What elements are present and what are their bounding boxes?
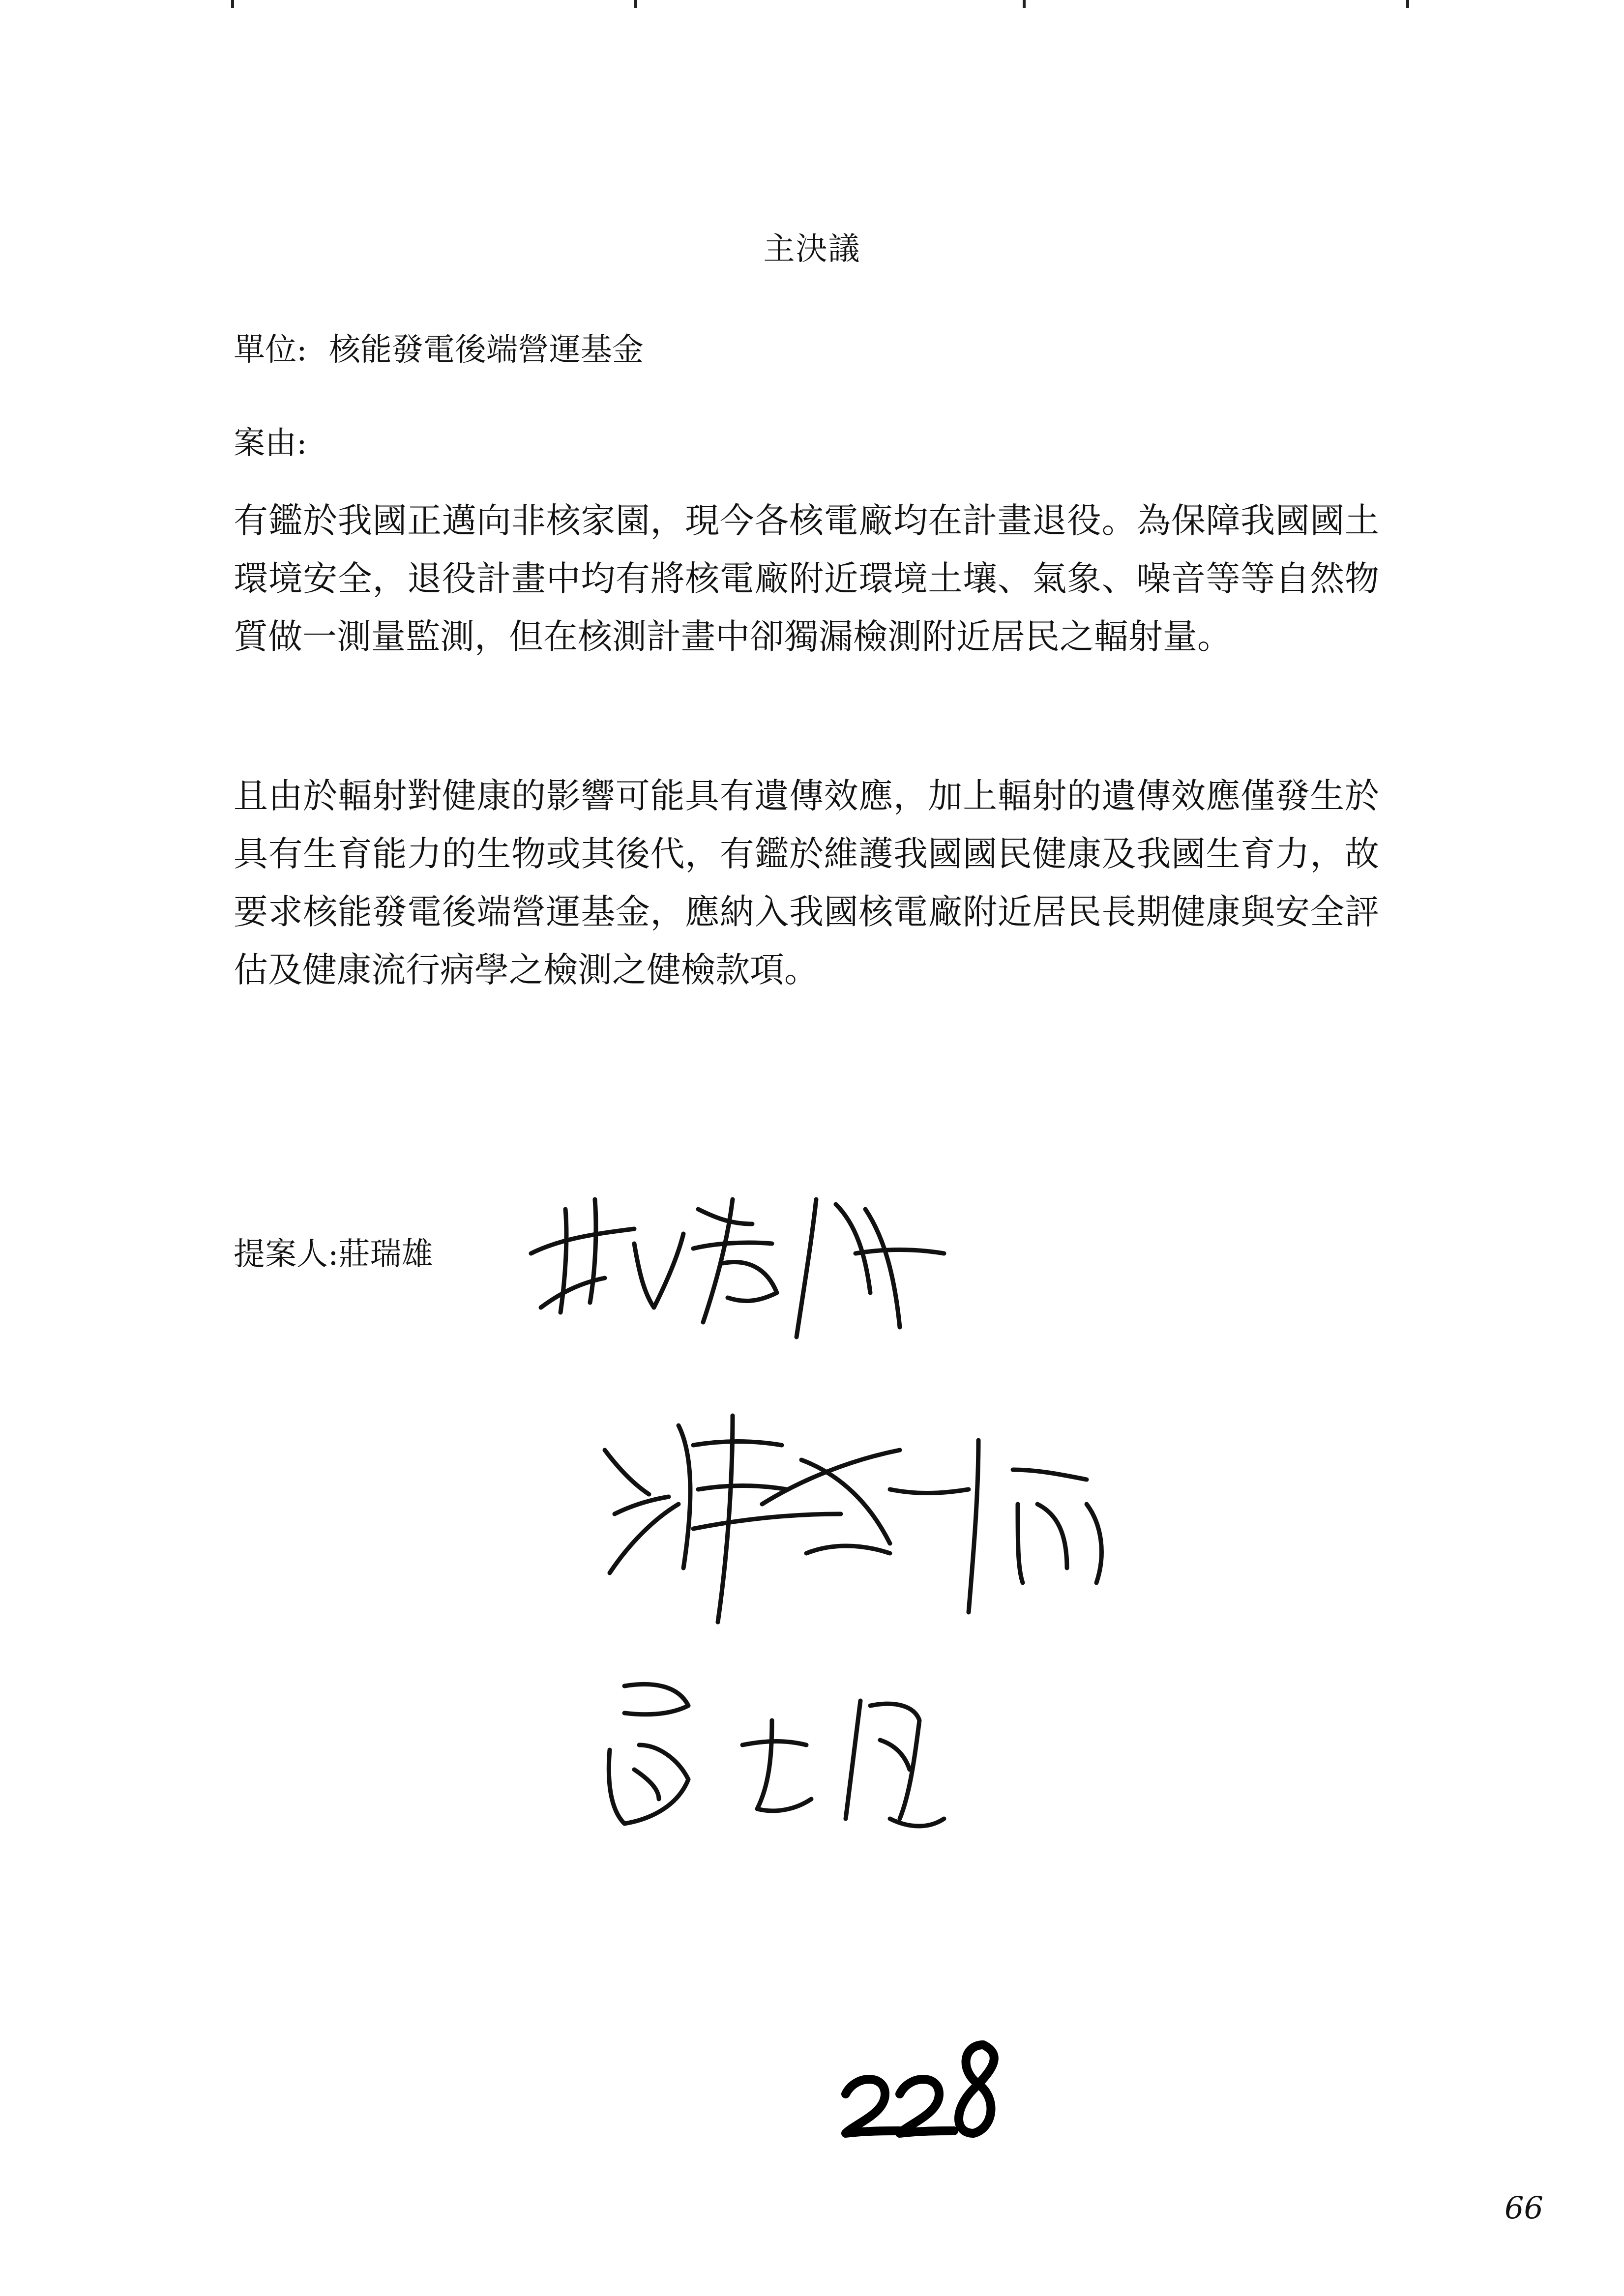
handwritten-signature-3 — [595, 1671, 959, 1838]
proposer-label: 提案人: — [234, 1236, 339, 1273]
scan-mark — [634, 0, 637, 8]
scan-mark — [1023, 0, 1026, 8]
reason-label: 案由: — [234, 425, 307, 462]
handwritten-signature-2 — [595, 1406, 1126, 1637]
handwritten-number-228 — [836, 2035, 1013, 2143]
unit-label: 單位: — [234, 332, 307, 368]
handwritten-signature-1 — [521, 1180, 954, 1347]
document-title: 主決議 — [763, 231, 861, 267]
scan-mark — [1406, 0, 1409, 8]
proposer-name: 莊瑞雄 — [338, 1236, 433, 1273]
unit-line — [234, 324, 644, 370]
proposer-line — [234, 1229, 433, 1274]
unit-value: 核能發電後端營運基金 — [328, 332, 644, 368]
scan-mark — [231, 0, 234, 8]
page-number: 66 — [1505, 2190, 1543, 2226]
reason-paragraph-1: 有鑑於我國正邁向非核家園，現今各核電廠均在計畫退役。為保障我國國土環境安全，退役計畫中均有將核電廠附近環境土壤、氣象、噪音等等自然物質做一測量監測，但在核測計畫中卻獨漏檢測附近居民之輻射量。 — [234, 500, 1379, 657]
reason-paragraph-2: 且由於輻射對健康的影響可能具有遺傳效應，加上輻射的遺傳效應僅發生於具有生育能力的生物或其後代，有鑑於維護我國國民健康及我國生育力，故要求核能發電後端營運基金，應納入我國核電廠附近居民長期健康與安全評估及健康流行病學之檢測之健檢款項。 — [234, 776, 1379, 990]
